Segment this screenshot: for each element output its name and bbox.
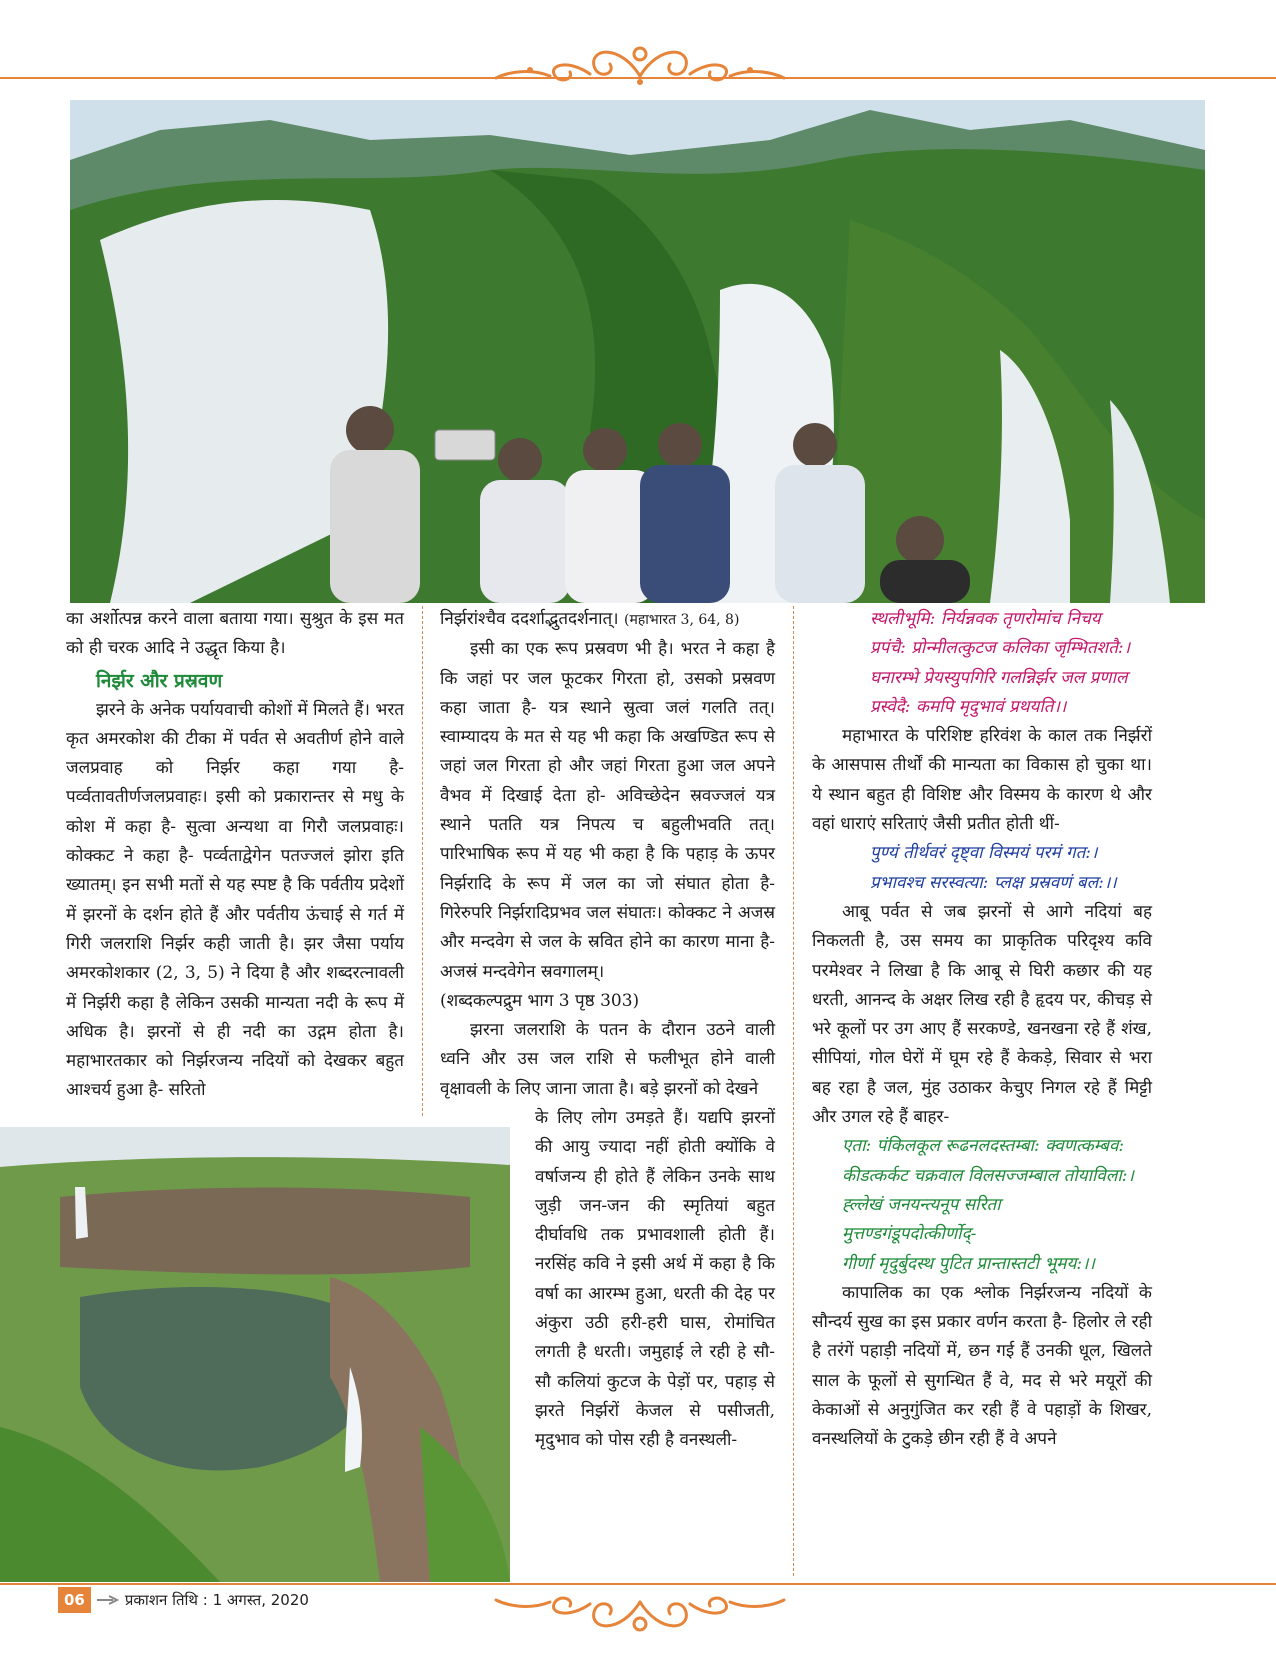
mahabharat-verse-text: निर्झरांश्चैव ददर्शाद्भुतदर्शनात्। [440,609,619,629]
mahabharat-verse-reference: (महाभारत 3, 64, 8) [624,612,740,628]
verse-3-line-3: ह्ल्लेखं जनयन्त्यनूप सरिता [842,1194,1001,1215]
header-ornament [490,34,790,90]
verse-3-line-1: एता: पंकिलकूल रूढनलदस्तम्बा: क्वणत्कम्बव: [842,1136,1125,1157]
col2-paragraph-1: इसी का एक रूप प्रस्रवण भी है। भरत ने कहा है कि जहां पर जल फूटकर गिरता हो, उसको प्रस्रवण कहा जाता है- यत्र स्थाने स्रुत्वा जलं गलति तत्। स्वाम्यादय के मत से यह भी कहा कि अखण्डित रूप से जहां जल गिरता हो और जहां गिरता हुआ जल अपने वैभव में दिखाई देता हो- अविच्छेदेन स्रवज्जलं यत्र स्थाने पतति यत्र निपत्य च बहुलीभवति तत्। पारिभाषिक रूप में यह भी कहा है कि पहाड़ के ऊपर निर्झरादि के रूप में जल का जो संघात होता है- गिरेरुपरि निर्झरादिप्रभव जल संघातः। कोक्कट ने अजस्र और मन्दवेग से जल के स्रवित होने का कारण माना है- अजस्रं मन्दवेगेन स्रवगालम्। [440,639,775,982]
col3-paragraph-2: आबू पर्वत से जब झरनों से आगे नदियां बह निकलती है, उस समय का प्राकृतिक परिदृश्य कवि परमेश्वर ने लिखा है कि आबू से घिरी कछार की यह धरती, आनन्द के अक्षर लिख रही है हृदय पर, कीचड़ से भरे कूलों पर उग आए हैं सरकण्डे, खनखना रहे हैं शंख, सीपियां, गोल घेरों में घूम रहे हैं केकड़े, सिवार से भरा बह रहा है जल, मुंह उठाकर केचुए निगल रहे हैं मिट्टी और उगल रहे हैं बाहर- [812,901,1152,1128]
column-divider-1 [422,606,423,1116]
column-1 [66,605,404,1106]
publication-date: प्रकाशन तिथि : 1 अगस्त, 2020 [124,1591,309,1609]
col1-intro-paragraph: का अर्शोत्पन्न करने वाला बताया गया। सुश्रुत के इस मत को ही चरक आदि ने उद्धृत किया है। [66,609,404,659]
inset-photo [0,1127,510,1582]
verse-3-line-2: कीडत्कर्कट चक्रवाल विलसज्जम्बाल तोयाविला:। [842,1165,1134,1186]
verse-1-line-4: प्रस्वेदै: कमपि मृदुभावं प्रथयति।। [870,696,1067,717]
verse-2-line-1: पुण्यं तीर्थवरं दृष्ट्वा विस्मयं परमं गत:। [870,843,1098,864]
shabdakalpadrum-reference: (शब्दकल्पद्रुम भाग 3 पृष्ठ 303) [440,990,640,1011]
verse-1-line-2: प्रपंचै: प्रोन्मीलत्कुटज कलिका जृम्भितशतै:। [870,638,1131,659]
section-subheading: निर्झर और प्रस्रवण [96,669,223,692]
column-2 [440,605,775,1104]
col3-paragraph-3: कापालिक का एक श्लोक निर्झरजन्य नदियों के सौन्दर्य सुख का इस प्रकार वर्णन करता है- हिलोर ले रही है तरंगें पहाड़ी नदियों में, छन गई हैं उनकी धूल, खिलते साल के फूलों से सुगन्धित हैं वे, मद से भरे मयूरों की केकाओं से अनुगुंजित कर रही हैं वे पहाड़ों के शिखर, वनस्थलियों के टुकड़े छीन रही हैं वे अपने [812,1282,1152,1450]
mahabharat-verse [440,605,775,635]
verse-1-line-3: घनारम्भे प्रेयस्युपगिरि गलन्निर्झर जल प्रणाल [870,667,1128,688]
verse-2-line-2: प्रभावश्च सरस्वत्या: प्लक्ष प्रस्रवणं बल:।। [870,872,1117,893]
top-photo [70,100,1205,603]
page-number: 06 [58,1587,91,1613]
column-divider-2 [793,606,794,1576]
column-2-continued [535,1104,775,1456]
verse-1-line-1: स्थलीभूमि: निर्यन्नवक तृणरोमांच निचय [870,609,1101,629]
col1-main-paragraph: झरने के अनेक पर्यायवाची कोशों में मिलते हैं। भरत कृत अमरकोश की टीका में पर्वत से अवतीर्ण होने वाले जलप्रवाह को निर्झर कहा गया है- पर्व्वतावतीर्णजलप्रवाहः। इसी को प्रकारान्तर से मधु के कोश में कहा है- सुत्वा अन्यथा वा गिरौ जलप्रवाहः। कोक्कट ने कहा है- पर्व्वताद्वेगेन पतज्जलं झोरा इति ख्यातम्। इन सभी मतों से यह स्पष्ट है कि पर्वतीय प्रदेशों में झरनों के दर्शन होते हैं और पर्वतीय ऊंचाई से गर्त में गिरी जलराशि निर्झर कही जाती है। झर जैसा पर्याय अमरकोशकार (2, 3, 5) ने दिया है और शब्दरत्नावली में निर्झरी कहा है लेकिन उसकी मान्यता नदी के रूप में अधिक है। झरनों से ही नदी का उद्गम होता है। महाभारतकार को निर्झरजन्य नदियों को देखकर बहुत आश्चर्य हुआ है- सरितो [66,699,404,1101]
footer-ornament-icon [97,1595,119,1605]
verse-3-line-4: मुत्तण्डगंडूपदोत्कीर्णोद्- [842,1224,977,1245]
page-footer [58,1587,309,1613]
verse-3-line-5: गीर्णा मृदुर्बुदस्थ पुटित प्रान्तास्तटी भूमय:।। [842,1253,1095,1274]
footer-rule [0,1583,1276,1585]
column-3 [812,605,1152,1455]
col2-paragraph-2-rest: के लिए लोग उमड़ते हैं। यद्यपि झरनों की आयु ज्यादा नहीं होती क्योंकि वे वर्षाजन्य ही होते हैं लेकिन उनके साथ जुड़ी जन-जन की स्मृतियां बहुत दीर्घावधि तक प्रभावशाली होती हैं। नरसिंह कवि ने इसी अर्थ में कहा है कि वर्षा का आरम्भ हुआ, धरती की देह पर अंकुरा उठी हरी-हरी घास, रोमांचित लगती है धरती। जमुहाई ले रही हे सौ-सौ कलियां कुटज के पेड़ों पर, पहाड़ से झरते निर्झरों केजल से पसीजती, मृदुभाव को पोस रही है वनस्थली- [535,1108,775,1451]
col2-paragraph-2-lead: झरना जलराशि के पतन के दौरान उठने वाली ध्वनि और उस जल राशि से फलीभूत होने वाली वृक्षावली के लिए जाना जाता है। बड़े झरनों को देखने [440,1020,775,1099]
col3-paragraph-1: महाभारत के परिशिष्ट हरिवंश के काल तक निर्झरों के आसपास तीर्थों की मान्यता का विकास हो चुका था। ये स्थान बहुत ही विशिष्ट और विस्मय के कारण थे और वहां धाराएं सरिताएं जैसी प्रतीत होती थीं- [812,726,1152,835]
footer-ornament [490,1588,790,1644]
